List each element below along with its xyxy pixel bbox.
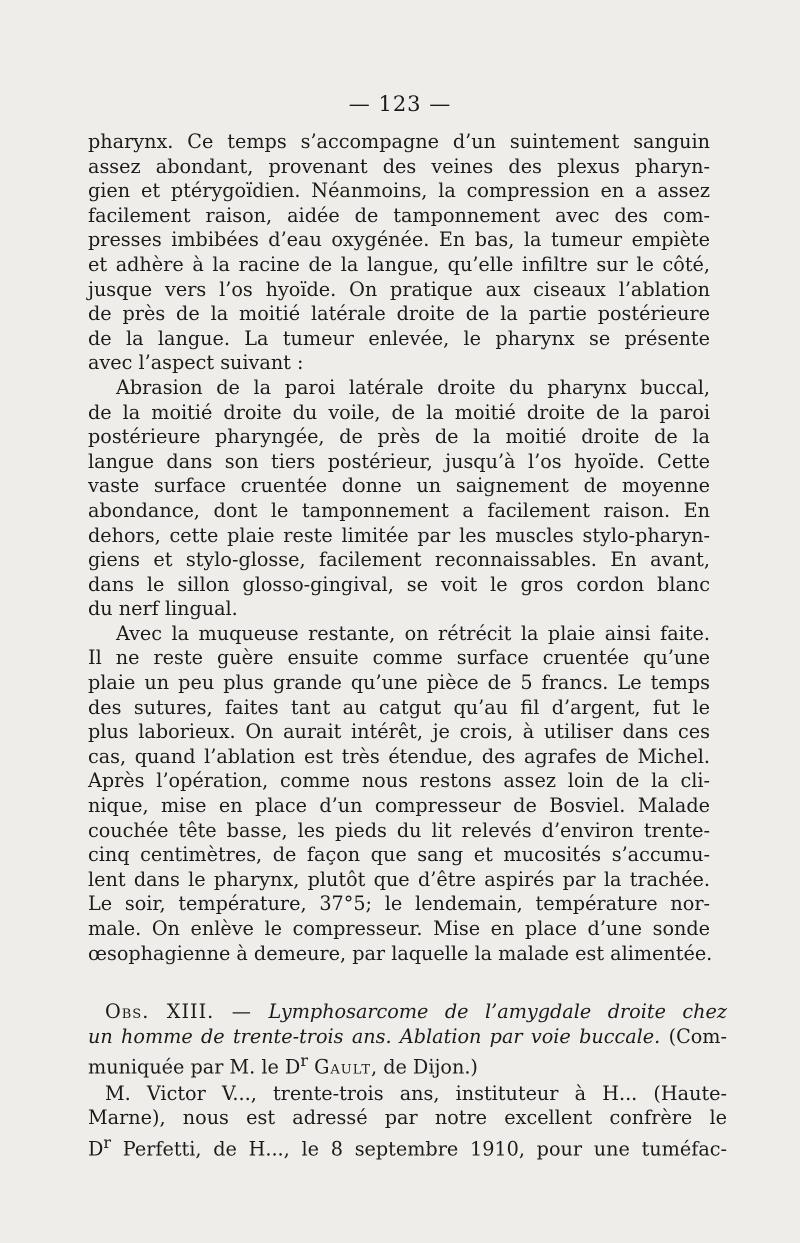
text-line: presses imbibées d’eau oxygénée. En bas, la tumeur empiète xyxy=(88,228,710,252)
credit-text-end: , de Dijon.) xyxy=(371,1055,478,1079)
text-line xyxy=(88,1131,727,1161)
text-line: vaste surface cruentée donne un saignement de moyenne xyxy=(88,474,710,498)
text-line: cinq centimètres, de façon que sang et mucosités s’accumu- xyxy=(88,843,710,867)
text-line: postérieure pharyngée, de près de la moitié droite de la xyxy=(88,425,710,449)
text-line: facilement raison, aidée de tamponnement avec des com- xyxy=(88,203,710,227)
text-line: couchée tête basse, les pieds du lit relevés d’environ trente- xyxy=(88,818,710,842)
text-line: avec l’aspect suivant : xyxy=(88,351,304,375)
observation-heading-line xyxy=(105,1000,727,1025)
text-line: Il ne reste guère ensuite comme surface cruentée qu’une xyxy=(88,646,710,670)
text-line: Abrasion de la paroi latérale droite du pharynx buccal, xyxy=(116,375,710,399)
text-line: plus laborieux. On aurait intérêt, je crois, à utiliser dans ces xyxy=(88,720,710,744)
observation-credit-line xyxy=(88,1049,727,1079)
text-line: M. Victor V..., trente-trois ans, instituteur à H... (Haute- xyxy=(105,1081,727,1105)
text-line: de la moitié droite du voile, de la moitié droite de la paroi xyxy=(88,400,710,424)
text-line: Après l’opération, comme nous restons assez loin de la cli- xyxy=(88,769,710,793)
text-line: gien et ptérygoïdien. Néanmoins, la compression en a assez xyxy=(88,179,710,203)
text-line: dehors, cette plaie reste limitée par les muscles stylo-pharyn- xyxy=(88,523,710,547)
text-line: langue dans son tiers postérieur, jusqu’à l’os hyoïde. Cette xyxy=(88,449,710,473)
observation-title-tail: (Com- xyxy=(668,1024,727,1048)
text-line: nique, mise en place d’un compresseur de Bosviel. Malade xyxy=(88,794,710,818)
text-line: de la langue. La tumeur enlevée, le pharynx se présente xyxy=(88,326,710,350)
superscript: r xyxy=(103,1132,112,1152)
paragraph-3 xyxy=(88,621,713,966)
text-line: Avec la muqueuse restante, on rétrécit la plaie ainsi faite. xyxy=(116,621,710,645)
author-name: Gault xyxy=(314,1055,371,1079)
observation-heading-line xyxy=(88,1025,727,1050)
text-line: Marne), nous est adressé par notre excellent confrère le xyxy=(88,1106,727,1130)
text-line: assez abondant, provenant des veines des plexus pharyn- xyxy=(88,154,710,178)
text-line: pharynx. Ce temps s’accompagne d’un suintement sanguin xyxy=(88,130,710,153)
observation-title-cont: un homme de trente-trois ans. Ablation par voie buccale. xyxy=(88,1024,661,1048)
text-line: giens et stylo-glosse, facilement reconnaissables. En avant, xyxy=(88,548,710,572)
observation-title: Lymphosarcome de l’amygdale droite chez xyxy=(268,1000,727,1023)
text-line: plaie un peu plus grande qu’une pièce de 5 francs. Le temps xyxy=(88,671,710,695)
text-line: et adhère à la racine de la langue, qu’elle infiltre sur le côté, xyxy=(88,252,710,276)
text-line: œsophagienne à demeure, par laquelle la malade est alimentée. xyxy=(88,941,713,965)
text-line: abondance, dont le tamponnement a facilement raison. En xyxy=(88,498,710,522)
text-line: des sutures, faites tant au catgut qu’au fil d’argent, fut le xyxy=(88,695,710,719)
text-line: cas, quand l’ablation est très étendue, des agrafes de Michel. xyxy=(88,744,710,768)
text-line: du nerf lingual. xyxy=(88,597,238,621)
credit-text: muniquée par M. le D xyxy=(88,1055,301,1079)
text-line: dans le sillon glosso-gingival, se voit le gros cordon blanc xyxy=(88,572,710,596)
text-part: Perfetti, de H..., le 8 septembre 1910, pour une tuméfac- xyxy=(111,1137,727,1161)
observation-label: Obs. XIII. — xyxy=(105,1000,252,1023)
paragraph-2 xyxy=(88,376,710,622)
superscript: r xyxy=(300,1051,308,1071)
text-line: lent dans le pharynx, plutôt que d’être aspirés par la trachée. xyxy=(88,867,710,891)
text-part: D xyxy=(88,1137,104,1161)
paragraph-1 xyxy=(88,130,710,376)
observation-section xyxy=(88,1000,727,1161)
text-line: de près de la moitié latérale droite de la partie postérieure xyxy=(88,302,710,326)
text-line: jusque vers l’os hyoïde. On pratique aux ciseaux l’ablation xyxy=(88,277,710,301)
page-number: — 123 — xyxy=(348,92,452,116)
text-line: Le soir, température, 37°5; le lendemain, température nor- xyxy=(88,892,710,916)
text-line: male. On enlève le compresseur. Mise en place d’une sonde xyxy=(88,917,710,940)
main-text xyxy=(88,130,713,966)
